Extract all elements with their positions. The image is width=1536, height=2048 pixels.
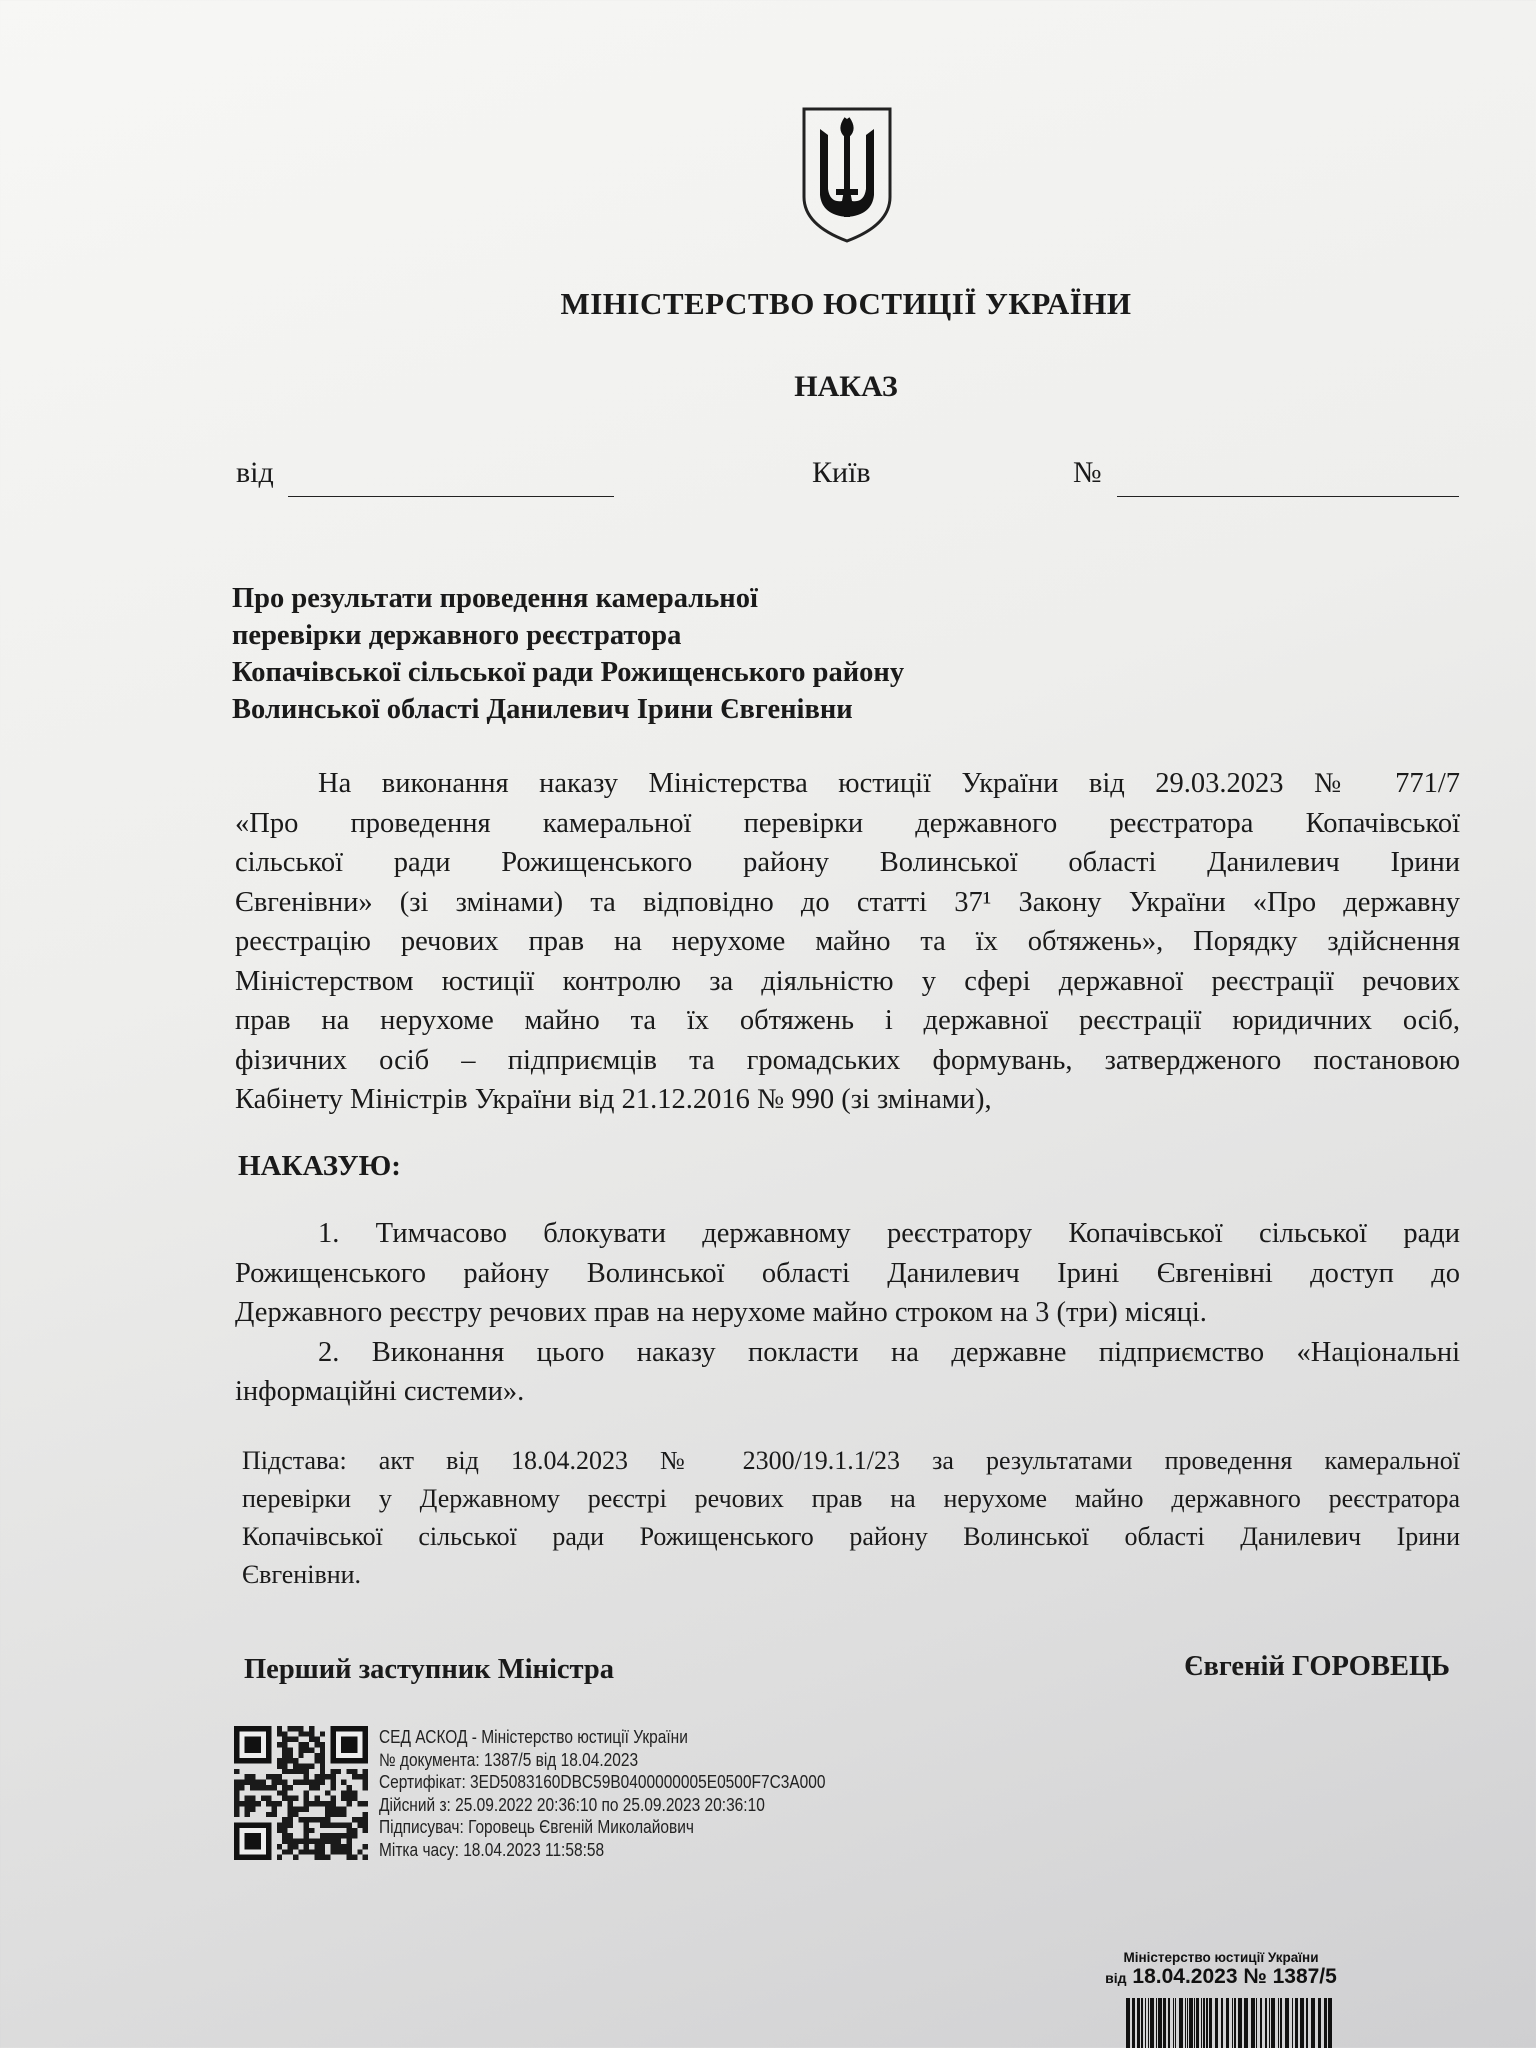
ministry-title: МІНІСТЕРСТВО ЮСТИЦІЇ УКРАЇНИ: [560, 286, 1132, 321]
preamble-line: На виконання наказу Міністерства юстиції України від 29.03.2023 № 771/7: [318, 768, 1460, 799]
preamble-line: Міністерством юстиції контролю за діяльністю у сфері державної реєстрації речових: [235, 965, 1460, 997]
barcode-icon: [1126, 1998, 1336, 2048]
items-line: 1. Тимчасово блокувати державному реєстратору Копачівської сільської ради: [318, 1218, 1460, 1249]
qrtext-line: Підписувач: Горовець Євгеній Миколайович: [379, 1817, 694, 1837]
qrtext-line: Сертифікат: 3ED5083160DBC59B0400000005E0500F7C3A000: [379, 1772, 826, 1792]
basis-line: Євгенівни.: [242, 1560, 362, 1589]
basis-line: перевірки у Державному реєстрі речових прав на нерухоме майно державного реєстратора: [242, 1484, 1460, 1513]
city: Київ: [812, 456, 871, 489]
stamp-number: № 1387/5: [1243, 1965, 1337, 1988]
qrtext-line: СЕД АСКОД - Міністерство юстиції України: [379, 1727, 688, 1747]
stamp-org: Міністерство юстиції України: [1123, 1950, 1319, 1965]
preamble-line: фізичних осіб – підприємців та громадських формувань, затвердженого постановою: [235, 1044, 1460, 1076]
items-line: Рожищенського району Волинської області Данилевич Ірині Євгенівні доступ до: [235, 1257, 1460, 1289]
preamble-line: прав на нерухоме майно та їх обтяжень і державної реєстрації юридичних осіб,: [235, 1005, 1460, 1036]
preamble-line: Кабінету Міністрів України від 21.12.2016 № 990 (зі змінами),: [235, 1084, 992, 1115]
subject-line: Про результати проведення камеральної: [232, 583, 758, 614]
number-label: №: [1073, 456, 1102, 489]
items-line: інформаційні системи».: [235, 1376, 525, 1407]
qr-code-icon: [234, 1726, 368, 1860]
subject-line: Копачівської сільської ради Рожищенського району: [232, 657, 905, 688]
document-type: НАКАЗ: [794, 370, 898, 403]
subject-line: перевірки державного реєстратора: [232, 620, 682, 651]
items-line: Державного реєстру речових прав на нерухоме майно строком на 3 (три) місяці.: [235, 1297, 1207, 1328]
preamble-line: Євгенівни» (зі змінами) та відповідно до статті 37¹ Закону України «Про державну: [235, 886, 1460, 918]
basis-paragraph: [242, 1442, 1460, 1594]
trident-coat-of-arms-icon: [800, 105, 894, 245]
date-blank-line: [288, 466, 614, 497]
e-signature-info: [379, 1726, 826, 1861]
basis-line: Підстава: акт від 18.04.2023 № 2300/19.1.1/23 за результатами проведення камеральної: [242, 1446, 1460, 1475]
qrtext-line: Мітка часу: 18.04.2023 11:58:58: [379, 1839, 605, 1860]
preamble-line: «Про проведення камеральної перевірки державного реєстратора Копачівської: [235, 807, 1460, 839]
subject-line: Волинської області Данилевич Ірини Євгенівни: [232, 694, 853, 725]
signatory-name: Євгеній ГОРОВЕЦЬ: [1184, 1651, 1450, 1682]
qrtext-line: № документа: 1387/5 від 18.04.2023: [379, 1749, 639, 1770]
stamp-date: 18.04.2023: [1132, 1965, 1238, 1988]
preamble-line: сільської ради Рожищенського району Волинської області Данилевич Ірини: [235, 847, 1460, 878]
document-subject: [232, 580, 904, 728]
preamble-paragraph: [235, 764, 1460, 1120]
order-items: [235, 1214, 1460, 1412]
order-heading: НАКАЗУЮ:: [238, 1150, 401, 1182]
date-label: від: [236, 456, 274, 489]
preamble-line: реєстрацію речових прав на нерухоме майно та їх обтяжень», Порядку здійснення: [235, 926, 1460, 957]
stamp-from-label: від: [1105, 1970, 1127, 1986]
qrtext-line: Дійсний з: 25.09.2022 20:36:10 по 25.09.2023 20:36:10: [379, 1794, 765, 1815]
number-blank-line: [1117, 466, 1459, 497]
items-line: 2. Виконання цього наказу покласти на державне підприємство «Національні: [318, 1336, 1460, 1368]
registration-stamp: [1096, 1950, 1346, 1989]
basis-line: Копачівської сільської ради Рожищенського району Волинської області Данилевич Ірини: [242, 1522, 1460, 1551]
signatory-position: Перший заступник Міністра: [244, 1654, 614, 1685]
